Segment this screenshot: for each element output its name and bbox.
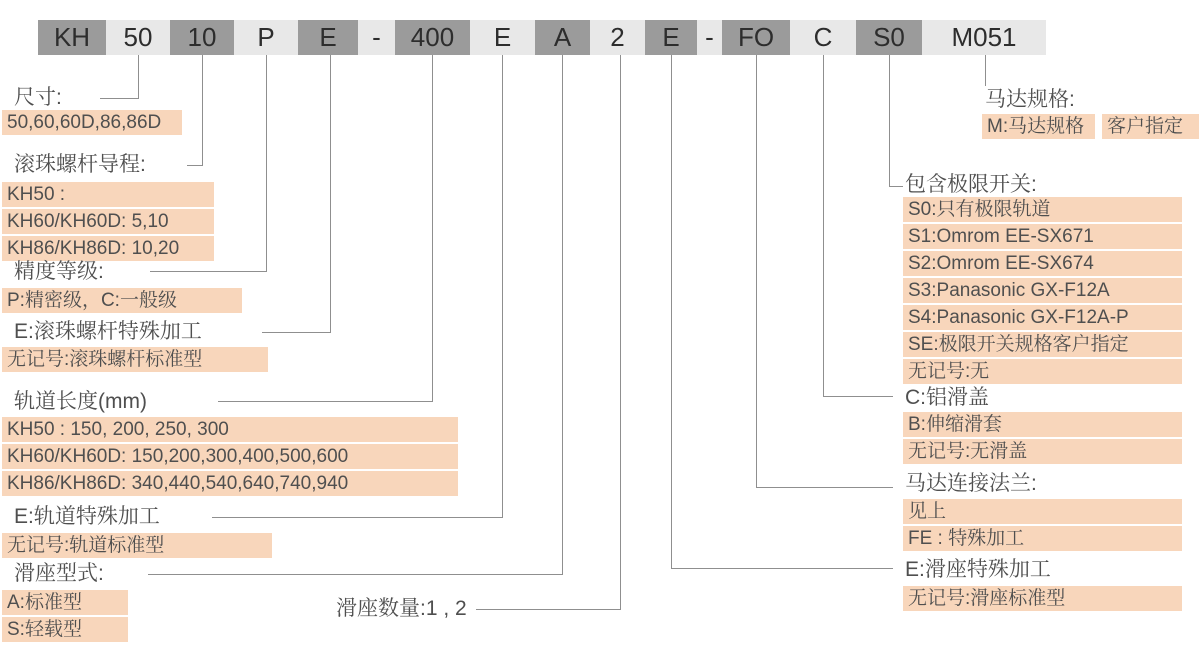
code-segment-e3: E [645,20,697,55]
rail-special-option: 无记号:轨道标准型 [2,533,272,558]
connector-screw-special-horizontal [262,332,331,333]
connector-accuracy-vertical [266,55,267,271]
connector-flange-vertical [756,55,757,487]
code-segment-p: P [234,20,298,55]
size-title: 尺寸: [14,86,62,109]
rail-special-title: E:轨道特殊加工 [14,505,160,528]
flange-option-1: FE : 特殊加工 [903,526,1182,551]
limit-switch-option-0: S0:只有极限轨道 [903,197,1182,222]
code-segment-10: 10 [170,20,234,55]
code-segment-e2: E [470,20,535,55]
limit-switch-option-3: S3:Panasonic GX-F12A [903,278,1182,303]
flange-option-0: 见上 [903,499,1182,524]
limit-switch-option-5: SE:极限开关规格客户指定 [903,332,1182,357]
rail-length-option-1: KH60/KH60D: 150,200,300,400,500,600 [2,444,458,469]
code-segment-kh: KH [38,20,106,55]
slider-type-title: 滑座型式: [14,562,104,585]
code-segment-2: 2 [590,20,645,55]
connector-limit-switch-horizontal [889,186,903,187]
motor-spec-option-0: M:马达规格 [982,114,1095,139]
rail-length-option-0: KH50 : 150, 200, 250, 300 [2,417,458,442]
rail-length-option-2: KH86/KH86D: 340,440,540,640,740,940 [2,471,458,496]
cover-title: C:铝滑盖 [905,386,989,409]
connector-slider-type-horizontal [148,574,563,575]
code-segment-400: 400 [395,20,470,55]
lead-title: 滚珠螺杆导程: [14,153,146,176]
limit-switch-option-6: 无记号:无 [903,359,1182,384]
code-segment-s0: S0 [856,20,922,55]
limit-switch-option-2: S2:Omrom EE-SX674 [903,251,1182,276]
screw-special-title: E:滚珠螺杆特殊加工 [14,320,202,343]
screw-special-option: 无记号:滚珠螺杆标准型 [2,347,268,372]
connector-accuracy-horizontal [150,271,267,272]
connector-slider-special-vertical [671,55,672,568]
flange-title: 马达连接法兰: [905,472,1037,495]
limit-switch-option-1: S1:Omrom EE-SX671 [903,224,1182,249]
connector-screw-special-vertical [330,55,331,332]
code-segment-50: 50 [106,20,170,55]
connector-rail-length-horizontal [218,401,433,402]
size-option: 50,60,60D,86,86D [2,110,182,135]
model-code-bar [38,20,1046,55]
cover-option-0: B:伸缩滑套 [903,412,1182,437]
connector-flange-horizontal [756,487,893,488]
motor-spec-option-1: 客户指定 [1102,114,1199,139]
code-segment-dash2: - [697,20,722,55]
connector-slider-qty-horizontal [476,609,621,610]
slider-qty-label: 滑座数量:1 , 2 [336,597,467,620]
limit-switch-title: 包含极限开关: [905,173,1037,196]
accuracy-title: 精度等级: [14,260,104,283]
connector-slider-special-horizontal [671,568,893,569]
connector-motor-spec-vertical [985,55,986,86]
connector-slider-type-vertical [562,55,563,574]
code-segment-fo: FO [722,20,790,55]
connector-limit-switch-vertical [889,55,890,186]
lead-option-1: KH60/KH60D: 5,10 [2,209,214,234]
rail-length-title: 轨道长度(mm) [14,390,147,413]
lead-option-0: KH50 : [2,182,214,207]
connector-cover-horizontal [823,396,893,397]
slider-type-option-1: S:轻载型 [2,617,128,642]
cover-option-1: 无记号:无滑盖 [903,439,1182,464]
code-segment-c: C [790,20,856,55]
connector-cover-vertical [823,55,824,396]
slider-special-option: 无记号:滑座标准型 [903,586,1182,611]
code-segment-a: A [535,20,590,55]
code-segment-dash1: - [358,20,395,55]
slider-special-title: E:滑座特殊加工 [905,558,1051,581]
accuracy-option: P:精密级，C:一般级 [2,288,242,313]
connector-rail-special-vertical [502,55,503,517]
code-segment-e1: E [298,20,358,55]
connector-rail-length-vertical [432,55,433,401]
connector-slider-qty-vertical [620,55,621,609]
motor-spec-title: 马达规格: [985,88,1075,111]
connector-lead-horizontal [187,165,203,166]
limit-switch-option-4: S4:Panasonic GX-F12A-P [903,305,1182,330]
code-segment-m051: M051 [922,20,1046,55]
connector-size-vertical [138,55,139,98]
connector-lead-vertical [202,55,203,165]
lead-option-2: KH86/KH86D: 10,20 [2,236,214,261]
connector-size-horizontal [100,98,139,99]
connector-rail-special-horizontal [212,517,503,518]
slider-type-option-0: A:标准型 [2,590,128,615]
